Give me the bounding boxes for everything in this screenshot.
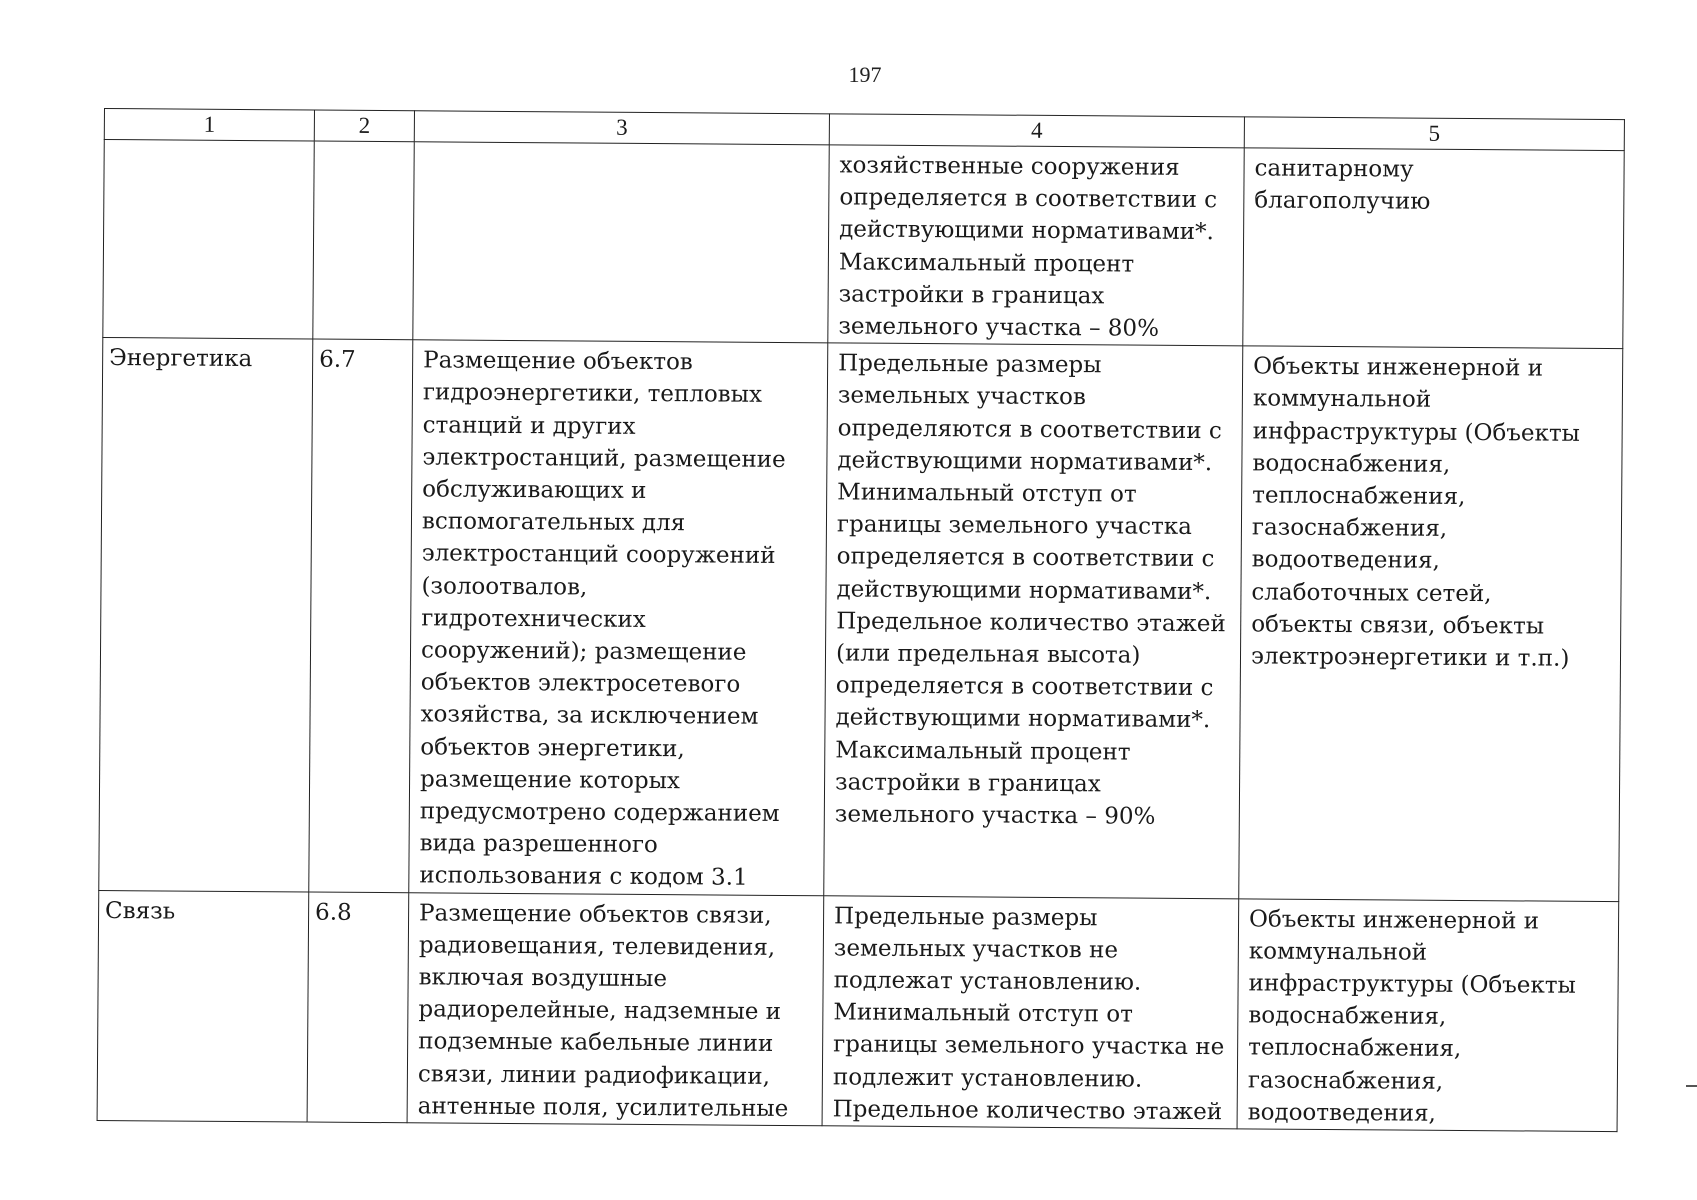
use-code: 6.8 <box>315 899 352 926</box>
use-restrictions: Объекты инженерной и коммунальной инфраструктуры (Объекты водоснабжения, теплоснабжения, газоснабжения, водоотведения, <box>1247 906 1576 1127</box>
column-header-2: 2 <box>314 110 414 142</box>
regulations-table <box>97 108 1625 1132</box>
use-code: 6.7 <box>319 346 356 374</box>
parameters-cell <box>828 145 1244 346</box>
use-code <box>315 142 414 147</box>
use-name: Энергетика <box>109 345 253 373</box>
description-cell <box>407 892 824 1125</box>
column-header-5: 5 <box>1244 117 1624 151</box>
use-name-cell <box>103 140 314 340</box>
use-name <box>105 140 314 146</box>
restrictions-cell <box>1243 148 1624 349</box>
parameters-cell <box>822 895 1239 1128</box>
restrictions-cell <box>1239 346 1623 901</box>
parameters-cell <box>824 343 1243 898</box>
use-name-cell <box>97 890 309 1122</box>
description-cell <box>413 142 829 343</box>
column-header-1: 1 <box>104 109 314 142</box>
use-description: Размещение объектов связи, радиовещания, телевидения, включая воздушные радиорелейные, надземные и подземные кабельные линии связи, линии радиофикации, антенные поля, усилительные <box>417 900 789 1122</box>
use-parameters: хозяйственные сооружения определяется в соответствии с действующими нормативами*. Максимальный процент застройки в границах земельного участка – 80% <box>838 152 1218 342</box>
use-code-cell <box>309 339 413 892</box>
page-number: 197 <box>848 62 882 87</box>
table-sheet <box>97 108 1624 1132</box>
use-parameters: Предельные размеры земельных участков определяются в соответствии с действующими нормативами*. Минимальный отступ от границы земельного участка определяется в соответствии с действующими нормативами*. Предельное количество этажей (или предельная высота) определяется в соответствии с действующими нормативами*. Максимальный процент застройки в границах земельного участка – 90% <box>834 350 1226 830</box>
column-header-3: 3 <box>414 111 829 145</box>
use-description: Размещение объектов гидроэнергетики, тепловых станций и других электростанций, размещение обслуживающих и вспомогательных для электростанций сооружений (золоотвалов, гидротехнических сооружений); размещение объектов электросетевого хозяйства, за исключением объектов энергетики, размещение которых предусмотрено содержанием вида разрешенного использования с кодом 3.1 <box>419 347 786 892</box>
use-code-cell <box>307 892 409 1123</box>
column-header-4: 4 <box>829 114 1244 148</box>
description-cell <box>409 340 828 895</box>
restrictions-cell <box>1237 899 1619 1132</box>
table-row-continuation <box>103 140 1624 349</box>
use-name-cell <box>99 338 313 892</box>
use-code-cell <box>313 141 414 340</box>
use-restrictions: санитарному благополучию <box>1254 155 1431 215</box>
scan-edge-mark <box>1686 1085 1697 1087</box>
table-row-energy <box>99 338 1623 902</box>
use-parameters: Предельные размеры земельных участков не подлежат установлению. Минимальный отступ от границы земельного участка не подлежит установлению. Предельное количество этажей <box>832 903 1225 1126</box>
use-restrictions: Объекты инженерной и коммунальной инфраструктуры (Объекты водоснабжения, теплоснабжения, газоснабжения, водоотведения, слаботочных сетей, объекты связи, объекты электроэнергетики и т.п.) <box>1250 353 1581 672</box>
table-row-communications <box>97 890 1619 1132</box>
use-name: Связь <box>105 897 176 925</box>
